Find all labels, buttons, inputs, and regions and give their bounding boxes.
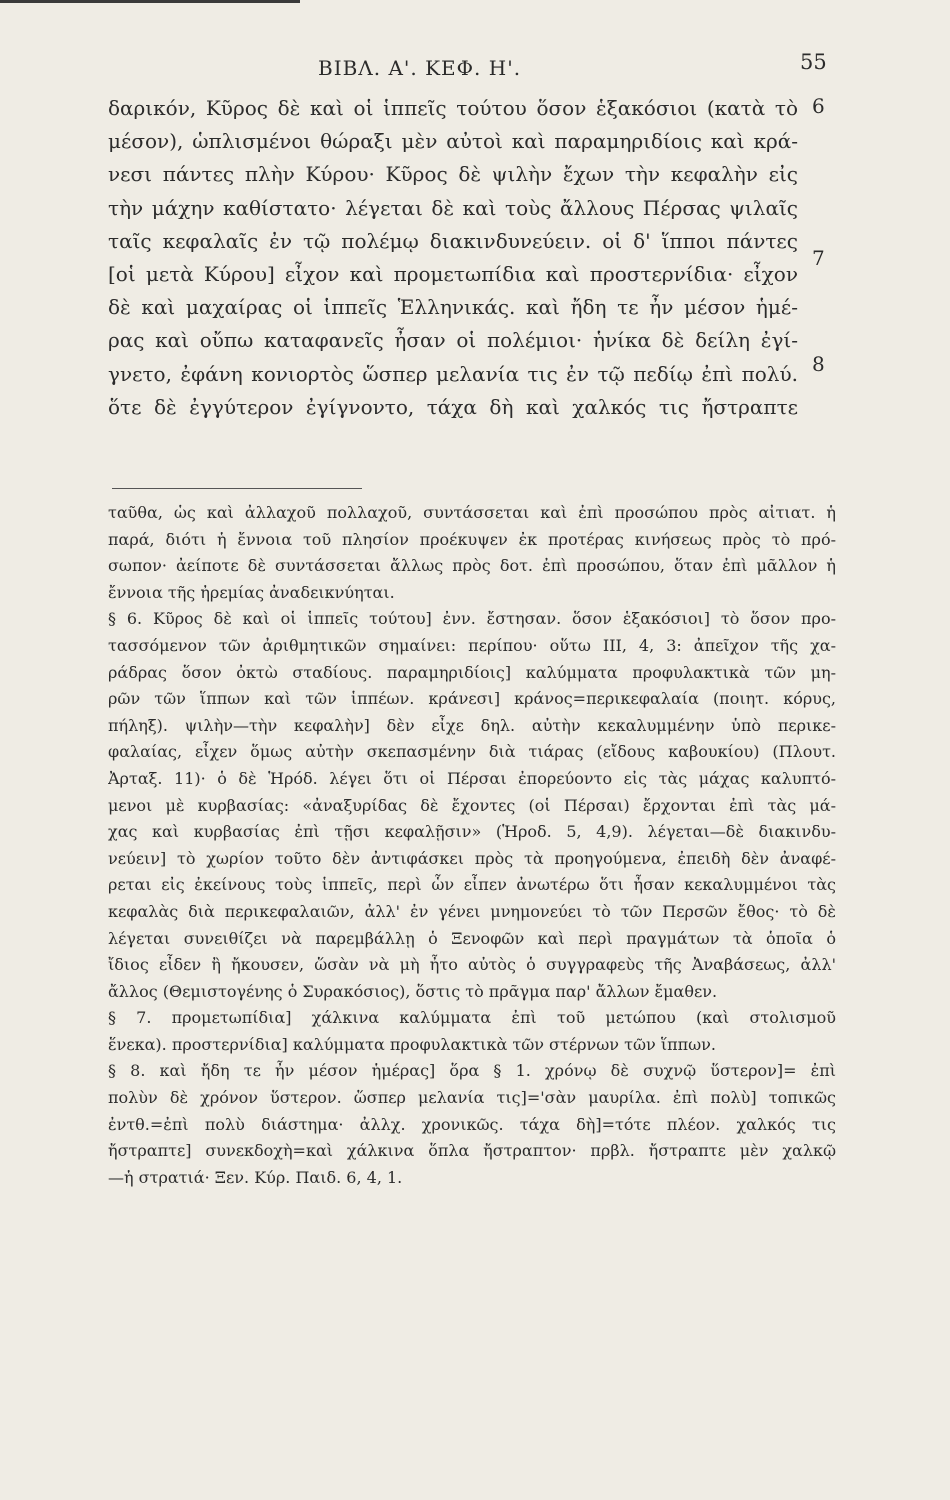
- note-line: § 8. καὶ ἤδη τε ἦν μέσον ἡμέρας] ὅρα § 1. χρόνῳ δὲ συχνῷ ὕστερον]= ἐπὶ: [108, 1061, 836, 1081]
- note-line: ρῶν τῶν ἵππων καὶ τῶν ἱππέων. κράνεσι] κράνος=περικεφαλαία (ποιητ. κόρυς,: [108, 689, 836, 709]
- note-line: ἤστραπτε] συνεκδοχὴ=καὶ χάλκινα ὅπλα ἤστραπτον· πρβλ. ἤστραπτε μὲν χαλκῷ: [108, 1141, 836, 1161]
- main-text-line: γνετο, ἐφάνη κονιορτὸς ὥσπερ μελανία τις ἐν τῷ πεδίῳ ἐπὶ πολύ.: [108, 361, 798, 386]
- main-text-line: μέσον), ὡπλισμένοι θώραξι μὲν αὐτοὶ καὶ παραμηριδίοις καὶ κρά-: [108, 129, 798, 154]
- main-text-line: δὲ καὶ μαχαίρας οἱ ἱππεῖς Ἑλληνικάς. καὶ ἤδη τε ἦν μέσον ἡμέ-: [108, 295, 798, 320]
- note-line: Ἀρταξ. 11)· ὁ δὲ Ἡρόδ. λέγει ὅτι οἱ Πέρσαι ἐπορεύοντο εἰς τὰς μάχας καλυπτό-: [108, 768, 836, 788]
- main-text-line: δαρικόν, Κῦρος δὲ καὶ οἱ ἱππεῖς τούτου ὅσον ἑξακόσιοι (κατὰ τὸ: [108, 96, 798, 120]
- section-number-8: 8: [812, 352, 825, 376]
- main-text: [108, 92, 798, 424]
- main-text-line: νεσι πάντες πλὴν Κύρου· Κῦρος δὲ ψιλὴν ἔχων τὴν κεφαλὴν εἰς: [108, 162, 798, 187]
- footnote-rule: [112, 488, 362, 489]
- note-line: ἴδιος εἶδεν ἢ ἤκουσεν, ὥσὰν νὰ μὴ ἦτο αὐτὸς ὁ συγγραφεὺς τῆς Ἀναβάσεως, ἀλλ': [108, 955, 836, 975]
- section-number-6: 6: [812, 94, 825, 118]
- note-line: ρεται εἰς ἐκείνους τοὺς ἱππεῖς, περὶ ὧν εἶπεν ἀνωτέρω ὅτι ἦσαν κεκαλυμμένοι τὰς: [108, 875, 836, 895]
- main-text-line: ὅτε δὲ ἐγγύτερον ἐγίγνοντο, τάχα δὴ καὶ χαλκός τις ἤστραπτε: [108, 394, 798, 419]
- note-line: τασσόμενον τῶν ἀριθμητικῶν σημαίνει: περίπου· οὕτω III, 4, 3: ἀπεῖχον τῆς χα-: [108, 635, 836, 655]
- note-line: § 6. Κῦρος δὲ καὶ οἱ ἱππεῖς τούτου] ἐνν. ἔστησαν. ὅσον ἑξακόσιοι] τὸ ὅσον προ-: [108, 609, 836, 629]
- note-line: πήληξ). ψιλὴν—τὴν κεφαλὴν] δὲν εἶχε δηλ. αὐτὴν κεκαλυμμένην ὑπὸ περικε-: [108, 715, 836, 735]
- section-number-7: 7: [812, 246, 825, 270]
- note-line: ράδρας ὅσον ὀκτὼ σταδίους. παραμηριδίοις] καλύμματα προφυλακτικὰ τῶν μη-: [108, 662, 836, 682]
- note-line: σωπον· ἀείποτε δὲ συντάσσεται ἄλλως πρὸς δοτ. ἐπὶ προσώπου, ὅταν ἐπὶ μᾶλλον ἡ: [108, 556, 836, 576]
- main-text-line: [οἱ μετὰ Κύρου] εἶχον καὶ προμετωπίδια καὶ προστερνίδια· εἶχον: [108, 261, 798, 286]
- note-line: κεφαλὰς διὰ περικεφαλαιῶν, ἀλλ' ἐν γένει μνημονεύει τὸ τῶν Περσῶν ἔθος· τὸ δὲ: [108, 901, 836, 921]
- note-line: λέγεται συνειθίζει νὰ παρεμβάλλῃ ὁ Ξενοφῶν καὶ περὶ πραγμάτων τὰ ὁποῖα ὁ: [108, 928, 836, 948]
- page-number: 55: [800, 50, 827, 74]
- page-header: [0, 48, 950, 88]
- note-line: ταῦθα, ὡς καὶ ἀλλαχοῦ πολλαχοῦ, συντάσσεται καὶ ἐπὶ προσώπου πρὸς αἰτιατ. ἡ: [108, 503, 836, 522]
- note-line: πολὺν δὲ χρόνον ὕστερον. ὥσπερ μελανία τις]='σὰν μαυρίλα. ἐπὶ πολὺ] τοπικῶς: [108, 1088, 836, 1108]
- note-line: § 7. προμετωπίδια] χάλκινα καλύμματα ἐπὶ τοῦ μετώπου (καὶ στολισμοῦ: [108, 1008, 836, 1028]
- note-line: φαλαίας, εἶχεν ὅμως αὐτὴν σκεπασμένην διὰ τιάρας (εἴδους καβουκίου) (Πλουτ.: [108, 742, 836, 762]
- note-line: χας καὶ κυρβασίας ἐπὶ τῇσι κεφαλῇσιν» (Ἡροδ. 5, 4,9). λέγεται—δὲ διακινδυ-: [108, 822, 836, 842]
- note-line: ἄλλος (Θεμιστογένης ὁ Συρακόσιος), ὅστις τὸ πρᾶγμα παρ' ἄλλων ἔμαθεν.: [108, 981, 718, 1001]
- note-line: παρά, διότι ἡ ἔννοια τοῦ πλησίον προέκυψεν ἐκ προτέρας κινήσεως πρὸς τὸ πρό-: [108, 529, 836, 549]
- commentary-notes: [108, 500, 836, 1191]
- note-line: ἕνεκα). προστερνίδια] καλύμματα προφυλακτικὰ τῶν στέρνων τῶν ἵππων.: [108, 1034, 716, 1054]
- note-line: ἔννοια τῆς ἠρεμίας ἀναδεικνύηται.: [108, 582, 395, 602]
- main-text-line: ταῖς κεφαλαῖς ἐν τῷ πολέμῳ διακινδυνεύειν. οἱ δ' ἵπποι πάντες: [108, 228, 798, 253]
- main-text-line: τὴν μάχην καθίστατο· λέγεται δὲ καὶ τοὺς ἄλλους Πέρσας ψιλαῖς: [108, 195, 798, 220]
- running-head: ΒΙΒΛ. Α'. ΚΕΦ. Η'.: [318, 56, 522, 80]
- main-text-line: ρας καὶ οὔπω καταφανεῖς ἦσαν οἱ πολέμιοι· ἡνίκα δὲ δείλη ἐγί-: [108, 328, 798, 353]
- note-line: μενοι μὲ κυρβασίας: «ἀναξυρίδας δὲ ἔχοντες (οἱ Πέρσαι) ἔρχονται ἐπὶ τὰς μά-: [108, 795, 836, 815]
- top-edge-mark: [0, 0, 300, 7]
- note-line: ἐντθ.=ἐπὶ πολὺ διάστημα· ἀλλχ. χρονικῶς. τάχα δὴ]=τότε πλέον. χαλκός τις: [108, 1114, 836, 1134]
- note-line: —ἡ στρατιά· Ξεν. Κύρ. Παιδ. 6, 4, 1.: [108, 1167, 403, 1187]
- note-line: νεύειν] τὸ χωρίον τοῦτο δὲν ἀντιφάσκει πρὸς τὰ προηγούμενα, ἐπειδὴ δὲν ἀναφέ-: [108, 848, 836, 868]
